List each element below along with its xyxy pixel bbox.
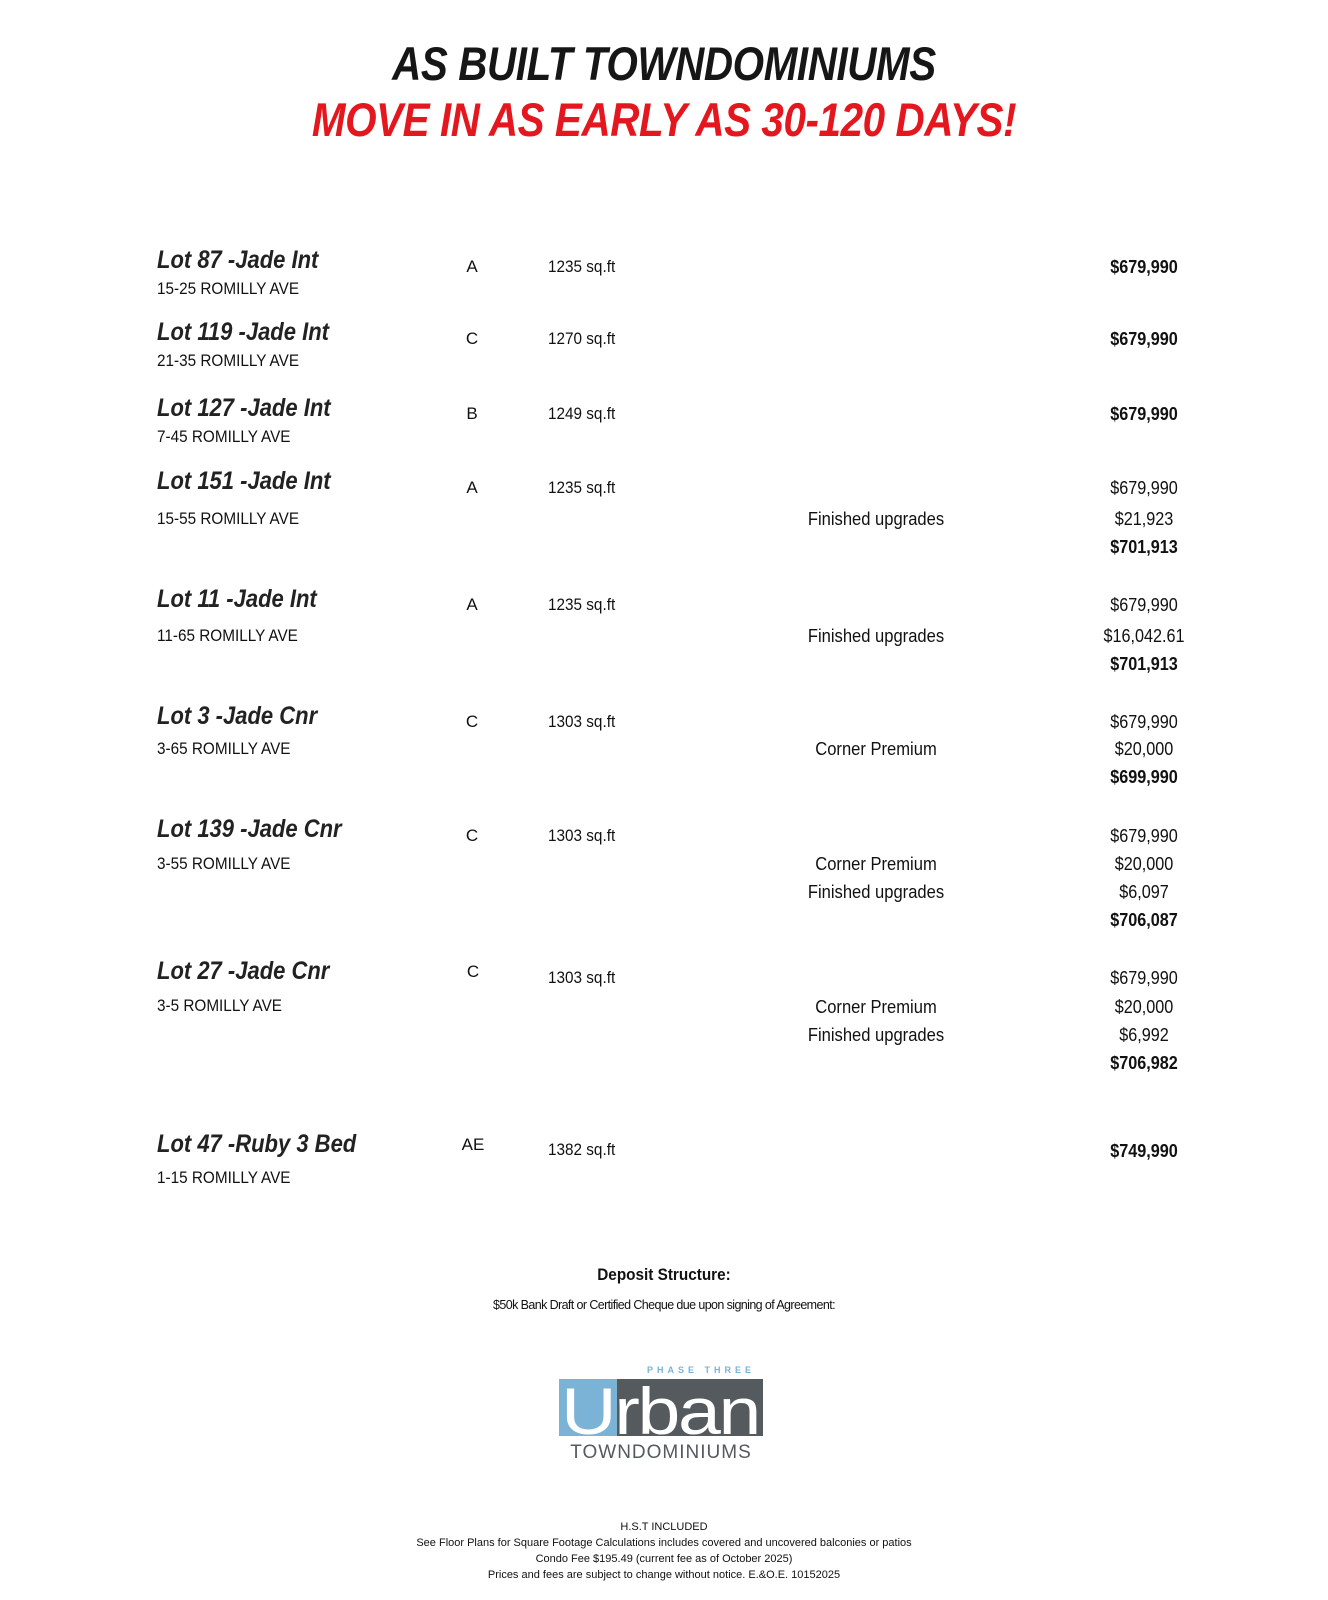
adjustment-amount: $20,000 [1114, 997, 1174, 1017]
lot-total: $706,982 [1110, 1053, 1178, 1073]
adjustment-amount: $6,992 [1119, 1025, 1169, 1045]
adjustment-amount: $20,000 [1114, 854, 1174, 874]
adjustment-label: Corner Premium [815, 997, 937, 1017]
lot-size: 1235 sq.ft [548, 595, 616, 614]
lot-price: $679,990 [1110, 404, 1178, 424]
adjustment-amount: $21,923 [1114, 509, 1174, 529]
lot-price: $679,990 [1110, 595, 1178, 615]
logo-subtitle: TOWNDOMINIUMS [570, 1442, 752, 1463]
lot-price: $679,990 [1110, 826, 1178, 846]
lot-model: A [466, 257, 478, 276]
lot-name: Lot 139 -Jade Cnr [157, 815, 342, 843]
lot-size: 1303 sq.ft [548, 712, 616, 731]
lot-model: C [466, 962, 480, 981]
page-title: AS BUILT TOWNDOMINIUMS [392, 37, 936, 90]
lot-address: 1-15 ROMILLY AVE [157, 1168, 291, 1187]
lot-total: $699,990 [1110, 767, 1178, 787]
adjustment-label: Corner Premium [815, 854, 937, 874]
lot-model: C [465, 712, 479, 731]
lot-size: 1303 sq.ft [548, 826, 616, 845]
lot-address: 15-55 ROMILLY AVE [157, 509, 300, 528]
lot-size: 1249 sq.ft [548, 404, 616, 423]
adjustment-label: Corner Premium [815, 739, 937, 759]
lot-price: $679,990 [1110, 968, 1178, 988]
lot-address: 3-5 ROMILLY AVE [157, 996, 283, 1015]
lot-size: 1303 sq.ft [548, 968, 616, 987]
lot-address: 11-65 ROMILLY AVE [157, 626, 298, 645]
lot-total: $701,913 [1110, 654, 1178, 674]
adjustment-amount: $6,097 [1119, 882, 1169, 902]
adjustment-amount: $16,042.61 [1103, 626, 1185, 646]
lot-model: B [466, 404, 478, 423]
lot-size: 1270 sq.ft [548, 329, 616, 348]
lot-name: Lot 11 -Jade Int [157, 585, 317, 613]
footer-line: See Floor Plans for Square Footage Calculations includes covered and uncovered balconies or patios [416, 1537, 912, 1549]
lot-name: Lot 151 -Jade Int [157, 467, 331, 495]
lot-name: Lot 47 -Ruby 3 Bed [157, 1130, 357, 1158]
lot-address: 3-55 ROMILLY AVE [157, 854, 291, 873]
adjustment-label: Finished upgrades [807, 509, 945, 529]
page-subtitle: MOVE IN AS EARLY AS 30-120 DAYS! [311, 93, 1017, 146]
lot-address: 15-25 ROMILLY AVE [157, 279, 300, 298]
lot-price: $749,990 [1110, 1141, 1178, 1161]
lot-price: $679,990 [1110, 329, 1178, 349]
logo-phase-text: PHASE THREE [646, 1365, 755, 1375]
adjustment-label: Finished upgrades [807, 882, 945, 902]
lot-price: $679,990 [1110, 712, 1178, 732]
lot-model: C [465, 826, 479, 845]
deposit-text: $50k Bank Draft or Certified Cheque due upon signing of Agreement: [493, 1298, 835, 1312]
lot-price: $679,990 [1110, 257, 1178, 277]
deposit-title: Deposit Structure: [597, 1265, 731, 1284]
lot-model: C [465, 329, 479, 348]
lot-model: A [466, 478, 478, 497]
logo-word: Urban [561, 1374, 759, 1448]
adjustment-label: Finished upgrades [807, 1025, 945, 1045]
lot-model: A [466, 595, 478, 614]
lot-name: Lot 119 -Jade Int [157, 318, 329, 346]
adjustment-amount: $20,000 [1114, 739, 1174, 759]
urban-logo [559, 1362, 763, 1464]
footer-line: Prices and fees are subject to change without notice. E.&O.E. 10152025 [487, 1569, 841, 1581]
lot-name: Lot 127 -Jade Int [157, 394, 331, 422]
lot-address: 7-45 ROMILLY AVE [157, 427, 291, 446]
lot-price: $679,990 [1110, 478, 1178, 498]
lot-total: $706,087 [1110, 910, 1178, 930]
lot-size: 1235 sq.ft [548, 257, 616, 276]
urban-logo-graphic [559, 1362, 763, 1464]
lot-name: Lot 3 -Jade Cnr [157, 702, 318, 730]
lot-size: 1382 sq.ft [548, 1140, 616, 1159]
footer-line: H.S.T INCLUDED [620, 1521, 708, 1533]
lot-address: 3-65 ROMILLY AVE [157, 739, 291, 758]
lot-total: $701,913 [1110, 537, 1178, 557]
lot-name: Lot 87 -Jade Int [157, 246, 319, 274]
lot-size: 1235 sq.ft [548, 478, 616, 497]
footer-line: Condo Fee $195.49 (current fee as of October 2025) [535, 1553, 793, 1565]
lot-name: Lot 27 -Jade Cnr [157, 957, 330, 985]
lot-address: 21-35 ROMILLY AVE [157, 351, 300, 370]
lot-model: AE [461, 1135, 485, 1154]
adjustment-label: Finished upgrades [807, 626, 945, 646]
